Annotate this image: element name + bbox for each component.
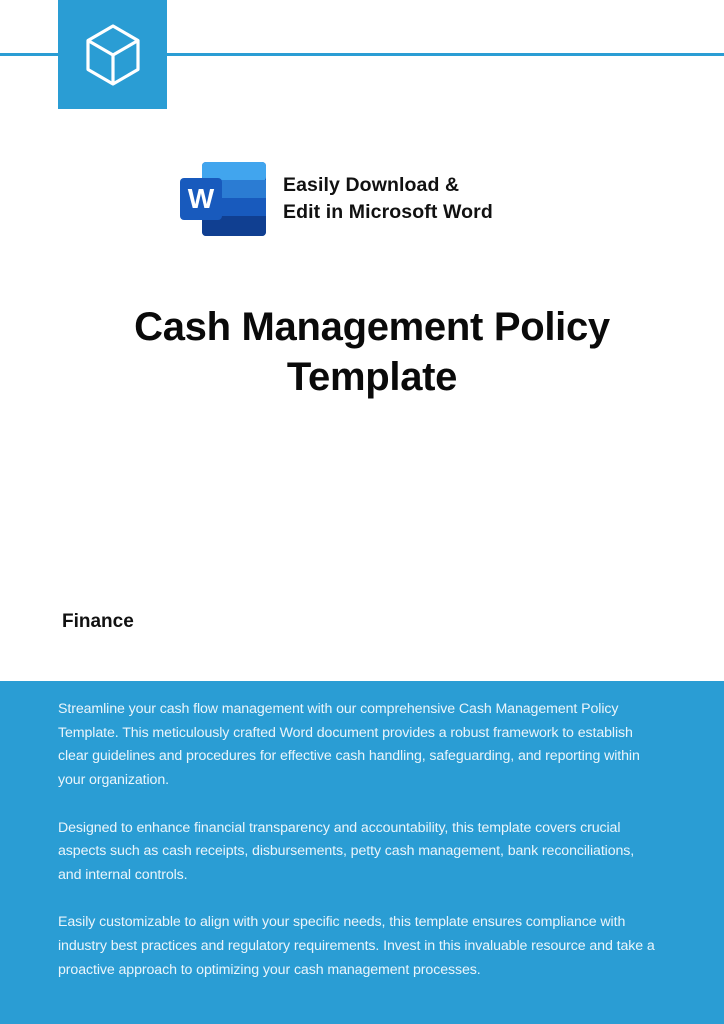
microsoft-word-icon xyxy=(180,160,266,238)
word-icon-letter: W xyxy=(187,183,215,214)
word-badge-line-2: Edit in Microsoft Word xyxy=(283,201,493,223)
cube-icon xyxy=(85,23,141,87)
word-badge-text xyxy=(283,172,493,226)
description-paragraph-1: Streamline your cash flow management with our comprehensive Cash Management Policy Template. This meticulously crafted Word document provides a robust framework to establish clear guidelines and procedures for effective cash handling, safeguarding, and reporting within your organization. xyxy=(58,701,640,789)
brand-logo xyxy=(58,0,167,109)
title-line-2: Template xyxy=(286,355,458,399)
word-download-badge xyxy=(180,160,493,238)
description-paragraph-2: Designed to enhance financial transparency and accountability, this template covers crucial aspects such as cash receipts, disbursements, petty cash management, bank reconciliations, and internal controls. xyxy=(58,819,635,883)
category-label: Finance xyxy=(62,611,134,632)
page-title xyxy=(0,302,724,402)
word-badge-line-1: Easily Download & xyxy=(283,174,460,196)
description-text xyxy=(58,698,658,1006)
description-panel xyxy=(0,681,724,1024)
title-line-1: Cash Management Policy xyxy=(134,305,610,349)
description-paragraph-3: Easily customizable to align with your specific needs, this template ensures compliance with industry best practices and regulatory requirements. Invest in this invaluable resource and take a proactive approach to optimizing your cash management processes. xyxy=(58,914,655,978)
